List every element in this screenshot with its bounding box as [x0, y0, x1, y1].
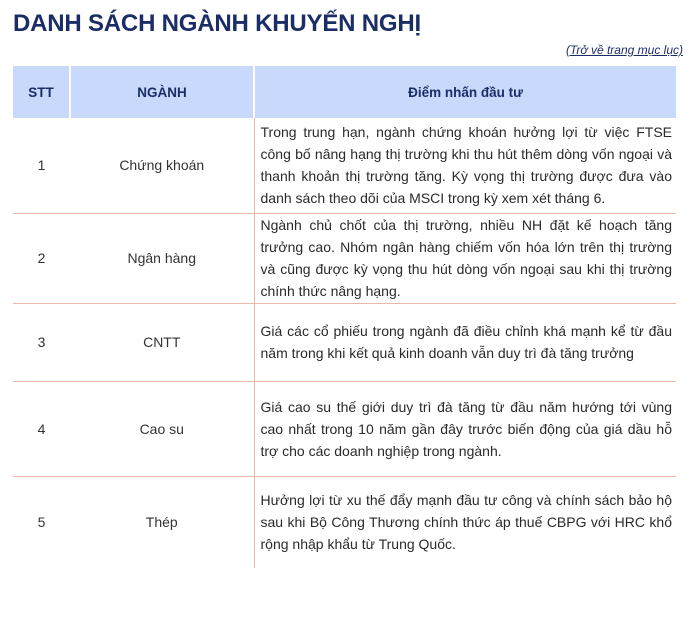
- row-stt: 4: [13, 381, 70, 476]
- row-highlight: Ngành chủ chốt của thị trường, nhiều NH đặt kế hoạch tăng trưởng cao. Nhóm ngân hàng chiếm vốn hóa lớn trên thị trường và cũng được kỳ vọng thu hút dòng vốn ngoại sau khi thị trường chính thức nâng hạng.: [254, 213, 676, 303]
- row-highlight: Giá các cổ phiếu trong ngành đã điều chỉnh khá mạnh kể từ đầu năm trong khi kết quả kinh doanh vẫn duy trì đà tăng trưởng: [254, 303, 676, 381]
- back-to-toc-link[interactable]: (Trở về trang mục lục): [565, 43, 683, 57]
- row-sector: Thép: [145, 514, 178, 531]
- row-stt: 2: [13, 213, 70, 303]
- row-sector: CNTT: [70, 303, 254, 381]
- row-stt: 3: [13, 303, 70, 381]
- table-header-row: [13, 66, 676, 118]
- row-highlight: Giá cao su thế giới duy trì đà tăng từ đầu năm hướng tới vùng cao nhất trong 10 năm gần đây trước biến động của giá dầu hỗ trợ cho các doanh nghiệp trong ngành.: [254, 381, 676, 476]
- row-stt: 1: [13, 118, 70, 213]
- header-stt: STT: [13, 66, 70, 118]
- page-title: DANH SÁCH NGÀNH KHUYẾN NGHỊ: [13, 10, 421, 37]
- row-stt: 5: [37, 514, 46, 531]
- row-highlight: Hưởng lợi từ xu thế đẩy mạnh đầu tư công và chính sách bảo hộ sau khi Bộ Công Thương chính thức áp thuế CBPG với HRC khổ rộng nhập khẩu từ Trung Quốc.: [254, 476, 676, 568]
- row-sector: Cao su: [70, 381, 254, 476]
- header-investment-highlight: Điểm nhấn đầu tư: [254, 66, 676, 118]
- table-row: [13, 213, 676, 303]
- table-row: [13, 381, 676, 476]
- recommended-sectors-table: [13, 66, 676, 568]
- table-row: [13, 476, 676, 568]
- header-sector: NGÀNH: [70, 66, 254, 118]
- row-highlight: Trong trung hạn, ngành chứng khoán hưởng lợi từ việc FTSE công bố nâng hạng thị trường khi thu hút thêm dòng vốn ngoại và thanh khoản thị trường tăng. Kỳ vọng thị trường được đưa vào danh sách theo dõi của MSCI trong kỳ xem xét tháng 6.: [254, 118, 676, 213]
- row-sector: Ngân hàng: [70, 213, 254, 303]
- table-row: [13, 118, 676, 213]
- row-sector: Chứng khoán: [70, 118, 254, 213]
- table-row: [13, 303, 676, 381]
